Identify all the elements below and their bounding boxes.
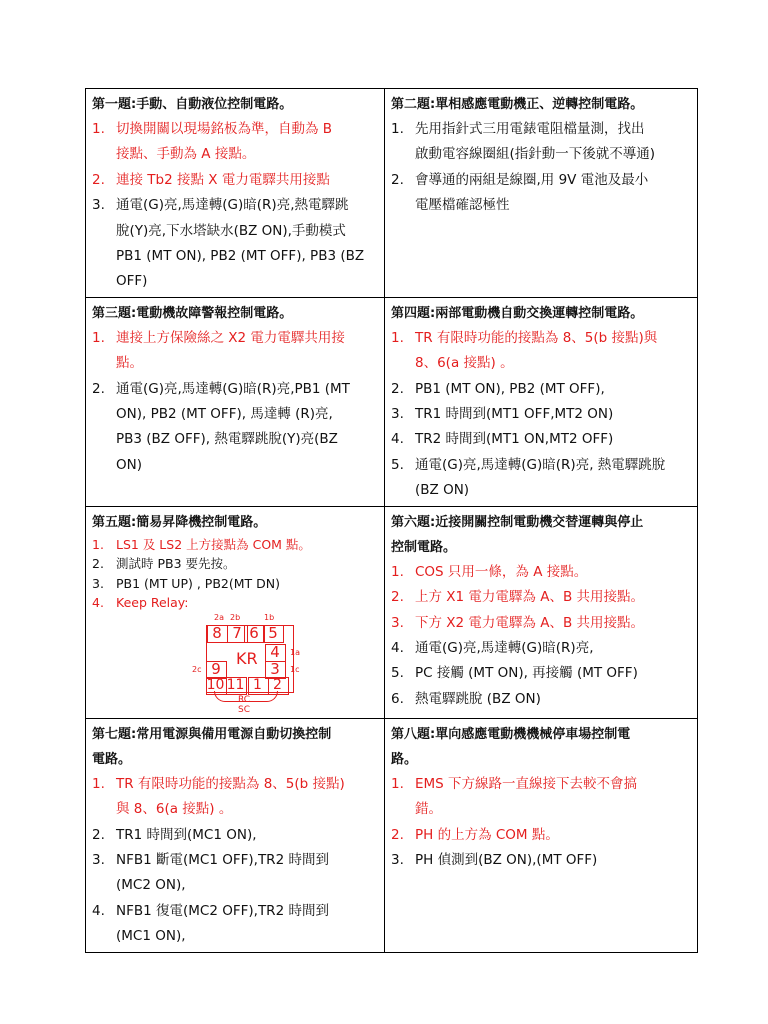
note-line: TR1 時間到(MC1 ON), (116, 826, 257, 843)
note-item (391, 636, 691, 661)
pin-number: 10 (206, 676, 225, 693)
pin-label: 2a (214, 612, 224, 622)
note-line: TR1 時間到(MT1 OFF,MT2 ON) (415, 406, 614, 423)
question-title: 第八題:單向感應電動機機械停車場控制電 (391, 726, 631, 742)
note-number: 3. (391, 851, 404, 868)
question-cell (385, 718, 698, 952)
note-item (92, 326, 378, 377)
note-line: 通電(G)亮,馬達轉(G)暗(R)亮, (415, 639, 594, 656)
note-item (92, 772, 378, 823)
note-line: (MC2 ON), (116, 877, 186, 894)
note-item (92, 574, 378, 594)
question-title-cont: 電路。 (92, 751, 132, 767)
note-number: 3. (92, 851, 105, 868)
table-row (86, 718, 698, 952)
note-item (92, 848, 378, 899)
note-number: 3. (92, 197, 105, 214)
pin-number: 4 (270, 642, 280, 661)
pin-number: 1 (253, 676, 262, 693)
note-number: 1. (391, 329, 404, 346)
pin-number: 8 (212, 623, 222, 642)
note-line: 啟動電容線圈組(指針動一下後就不導通) (415, 146, 656, 163)
note-line: NFB1 斷電(MC1 OFF),TR2 時間到 (116, 851, 329, 868)
note-number: 2. (391, 171, 404, 188)
note-line: PH 的上方為 COM 點。 (415, 826, 559, 843)
note-item (391, 560, 691, 585)
note-line: 先用指針式三用電錶電阻檔量測，找出 (415, 121, 645, 137)
exam-notes-table (85, 88, 698, 953)
note-number: 3. (92, 575, 104, 591)
question-cell (86, 718, 385, 952)
note-item (391, 427, 691, 452)
note-line: PB1 (MT ON), PB2 (MT OFF), (415, 380, 605, 397)
note-line: TR 有限時功能的接點為 8、5(b 接點)與 (415, 329, 658, 346)
pin-number: 7 (232, 623, 242, 642)
note-number: 3. (391, 406, 404, 423)
note-line: 通電(G)亮,馬達轉(G)暗(R)亮,熱電驛跳 (116, 197, 349, 214)
note-line: 通電(G)亮,馬達轉(G)暗(R)亮, 熱電驛跳脫 (415, 456, 666, 473)
note-line: 接點、手動為 A 接點。 (116, 146, 256, 163)
note-number: 2. (391, 826, 404, 843)
pin-number: 2 (273, 676, 282, 693)
note-item (391, 611, 691, 636)
note-item (391, 772, 691, 823)
pin-number: 11 (226, 676, 245, 693)
note-line: EMS 下方線路一直線接下去較不會搞 (415, 775, 638, 792)
note-line: TR2 時間到(MT1 ON,MT2 OFF) (415, 431, 614, 448)
note-item (92, 593, 378, 613)
note-list (92, 326, 378, 478)
question-title: 第七題:常用電源與備用電源自動切換控制 (92, 726, 332, 742)
note-item (92, 535, 378, 555)
note-number: 4. (92, 902, 105, 919)
note-line: 上方 X1 電力電驛為 A、B 共用接點。 (415, 589, 644, 606)
note-line: 脫(Y)亮,下水塔缺水(BZ ON),手動模式 (116, 222, 346, 239)
note-number: 1. (92, 121, 105, 137)
note-number: 5. (391, 665, 404, 682)
note-line: ON), PB2 (MT OFF), 馬達轉 (R)亮, (116, 406, 333, 423)
pin-label: SC (238, 704, 250, 715)
note-item (391, 823, 691, 848)
note-number: 1. (92, 329, 105, 346)
question-title: 第一題:手動、自動液位控制電路。 (92, 97, 293, 112)
note-list (92, 772, 378, 950)
note-line: (MC1 ON), (116, 928, 186, 945)
question-title: 第五題:簡易昇降機控制電路。 (92, 514, 267, 530)
pin-label: 1c (290, 664, 300, 674)
note-item (92, 899, 378, 950)
question-title: 第六題:近接開關控制電動機交替運轉與停止 (391, 514, 644, 530)
note-number: 1. (92, 775, 105, 792)
note-list (92, 535, 378, 613)
note-item (391, 168, 691, 219)
note-line: 連接 Tb2 接點 X 電力電驛共用接點 (116, 171, 330, 188)
note-line: 錯。 (415, 801, 442, 818)
note-line: 電壓檔確認極性 (415, 197, 510, 214)
note-list (391, 772, 691, 874)
note-line: 通電(G)亮,馬達轉(G)暗(R)亮,PB1 (MT (116, 380, 350, 397)
note-list (391, 326, 691, 504)
note-line: 會導通的兩組是線圈,用 9V 電池及最小 (415, 171, 649, 188)
note-item (391, 848, 691, 873)
pin-number: 5 (268, 623, 278, 642)
note-line: COS 只用一條，為 A 接點。 (415, 563, 588, 580)
note-line: 與 8、6(a 接點) 。 (116, 801, 233, 818)
question-cell (86, 297, 385, 506)
note-number: 2. (391, 589, 404, 606)
keep-relay-diagram (192, 613, 378, 713)
note-item (391, 687, 691, 712)
note-number: 4. (92, 595, 104, 611)
note-item (391, 117, 691, 168)
note-number: 1. (92, 536, 104, 552)
note-number: 2. (391, 380, 404, 397)
note-number: 2. (92, 826, 105, 843)
note-list (391, 117, 691, 219)
note-number: 3. (391, 614, 404, 631)
question-title: 第三題:電動機故障警報控制電路。 (92, 305, 293, 321)
note-line: NFB1 復電(MC2 OFF),TR2 時間到 (116, 902, 329, 919)
note-item (92, 554, 378, 574)
pin-label: 1b (264, 612, 275, 622)
note-line: PB3 (BZ OFF), 熱電驛跳脫(Y)亮(BZ (116, 431, 338, 448)
note-line: (BZ ON) (415, 482, 470, 499)
note-line: PB1 (MT ON), PB2 (MT OFF), PB3 (BZ (116, 248, 365, 265)
pin-label: 2c (192, 664, 202, 674)
note-number: 4. (391, 639, 404, 656)
note-number: 1. (391, 563, 404, 580)
table-row (86, 297, 698, 506)
table-row (86, 506, 698, 718)
note-line: LS1 及 LS2 上方接點為 COM 點。 (116, 536, 311, 552)
note-line: 熱電驛跳脫 (BZ ON) (415, 690, 541, 707)
note-item (92, 168, 378, 193)
note-item (391, 402, 691, 427)
question-title: 第四題:兩部電動機自動交換運轉控制電路。 (391, 305, 644, 321)
pin-label: 2b (230, 612, 241, 622)
note-line: ON) (116, 456, 142, 473)
pin-label: 1a (290, 647, 300, 657)
note-number: 1. (391, 121, 404, 137)
note-line: Keep Relay: (116, 595, 189, 611)
note-line: PB1 (MT UP) , PB2(MT DN) (116, 575, 280, 591)
note-item (391, 377, 691, 402)
note-line: 點。 (116, 355, 143, 372)
note-item (391, 453, 691, 504)
note-line: PH 偵測到(BZ ON),(MT OFF) (415, 851, 598, 868)
note-item (391, 661, 691, 686)
note-number: 2. (92, 171, 105, 188)
question-title: 第二題:單相感應電動機正、逆轉控制電路。 (391, 97, 644, 112)
question-cell (385, 506, 698, 718)
note-item (391, 585, 691, 610)
note-line: 8、6(a 接點) 。 (415, 355, 514, 372)
pin-number: 6 (249, 623, 259, 642)
note-item (92, 377, 378, 479)
note-number: 2. (92, 556, 104, 572)
question-cell (385, 89, 698, 298)
pin-number: 3 (270, 659, 280, 678)
note-list (92, 117, 378, 295)
pin-label: RC (238, 694, 251, 705)
relay-label: KR (236, 648, 258, 668)
question-title-cont: 控制電路。 (391, 539, 457, 555)
table-row (86, 89, 698, 298)
question-cell (385, 297, 698, 506)
note-item (92, 823, 378, 848)
note-number: 2. (92, 380, 105, 397)
note-line: TR 有限時功能的接點為 8、5(b 接點) (116, 775, 345, 792)
question-cell (86, 506, 385, 718)
question-cell (86, 89, 385, 298)
note-line: OFF) (116, 273, 148, 290)
note-number: 1. (391, 775, 404, 792)
note-line: 下方 X2 電力電驛為 A、B 共用接點。 (415, 614, 644, 631)
note-number: 4. (391, 431, 404, 448)
note-item (391, 326, 691, 377)
pin-number: 9 (211, 659, 221, 678)
note-list (391, 560, 691, 712)
question-title-cont: 路。 (391, 751, 418, 767)
note-number: 5. (391, 456, 404, 473)
note-number: 6. (391, 690, 404, 707)
note-line: 測試時 PB3 要先按。 (116, 556, 236, 572)
note-item (92, 193, 378, 295)
note-line: 連接上方保險絲之 X2 電力電驛共用接 (116, 329, 345, 346)
note-item (92, 117, 378, 168)
note-line: 切換開關以現場銘板為準，自動為 B (116, 121, 333, 137)
note-line: PC 接觸 (MT ON), 再接觸 (MT OFF) (415, 665, 638, 682)
